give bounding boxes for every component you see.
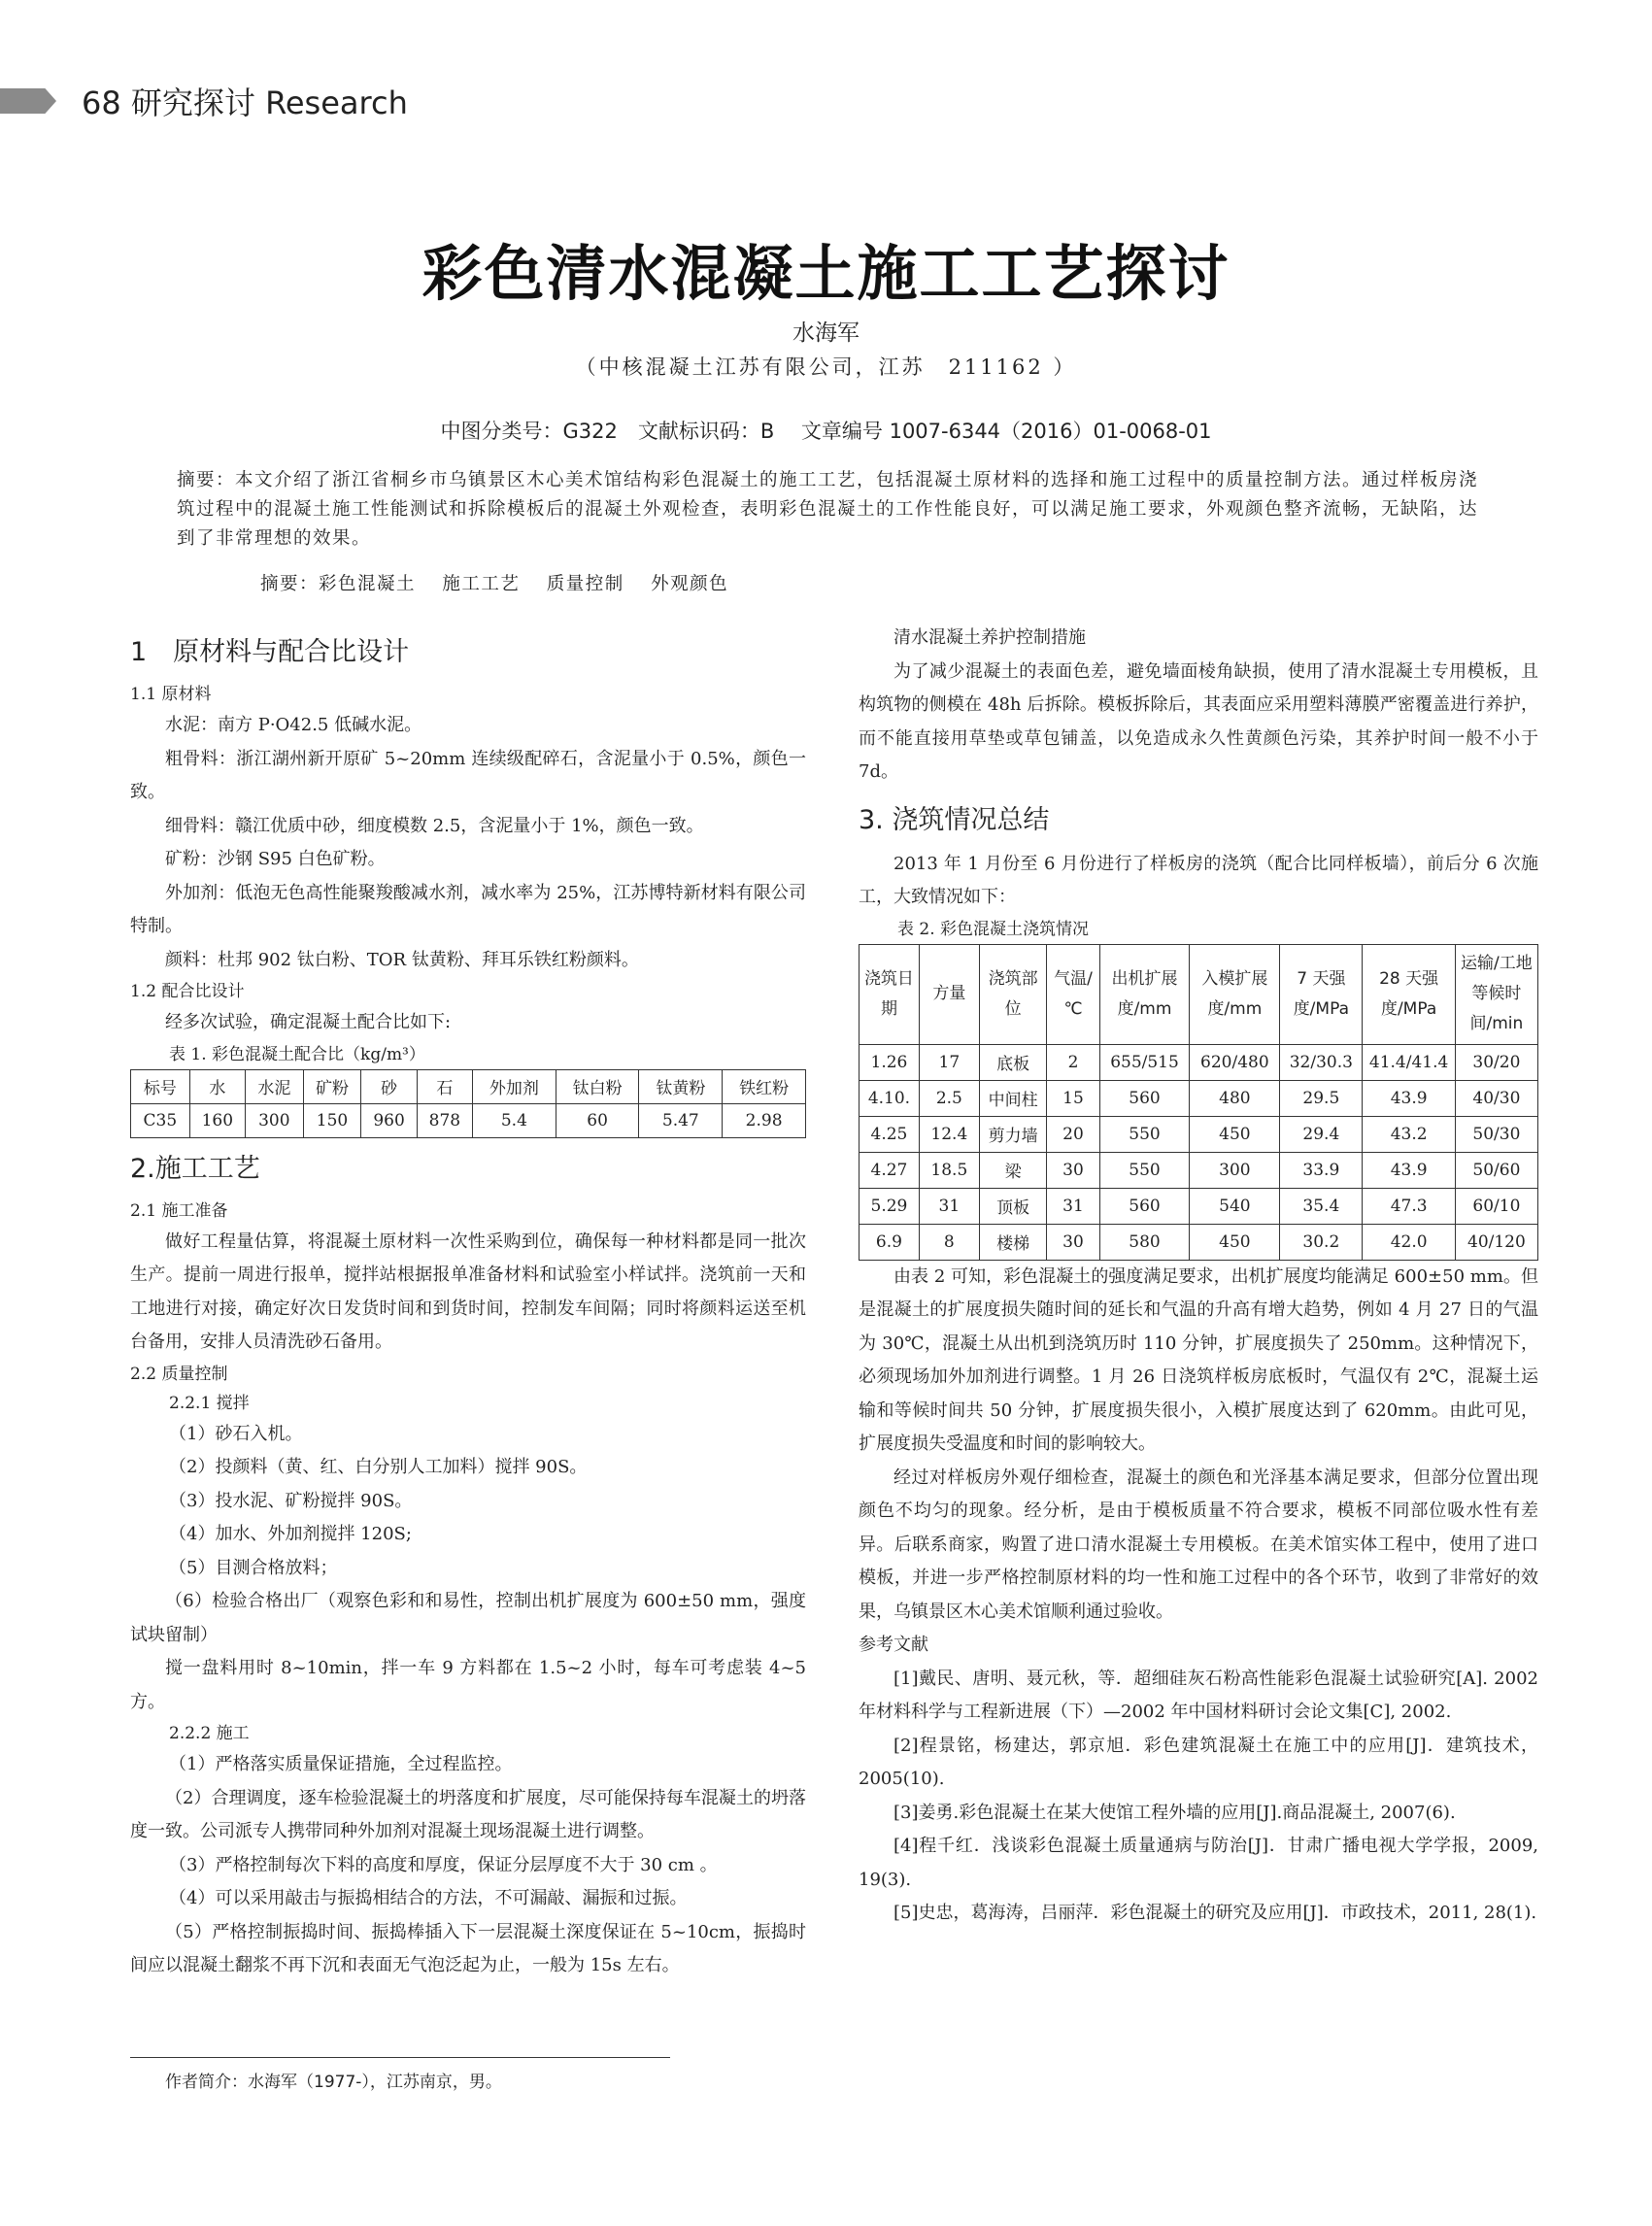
table-row [860,1152,1538,1188]
table-cell: 29.4 [1280,1116,1363,1152]
table-cell: 33.9 [1280,1152,1363,1188]
footnote-divider [130,2057,670,2058]
table-cell: 50/30 [1455,1116,1537,1152]
table-cell: 顶板 [979,1188,1047,1224]
reference-item: [5]史忠，葛海涛，吕丽萍．彩色混凝土的研究及应用[J]．市政技术，2011, 28(1). [893,1903,1537,1923]
table-cell: 外加剂 [473,1069,556,1103]
table-cell: 29.5 [1280,1080,1363,1116]
right-column [859,622,1538,1931]
para-coarse-aggregate: 粗骨料：浙江湖州新开原矿 5~20mm 连续级配碎石，含泥量小于 0.5%，颜色一致。 [130,748,806,802]
table-cell: 31 [1047,1188,1099,1224]
table-cell: 150 [303,1103,361,1137]
table-cell: 878 [417,1103,472,1137]
table-1 [130,1069,806,1138]
para-mix-time: 搅一盘料用时 8~10min，拌一车 9 方料都在 1.5~2 小时，每车可考虑装 4~5 方。 [130,1658,806,1712]
left-column [130,622,806,1983]
para-analysis-2: 经过对样板房外观仔细检查，混凝土的颜色和光泽基本满足要求，但部分位置出现颜色不均匀的现象。经分析，是由于模板质量不符合要求，模板不同部位吸水性有差异。后联系商家，购置了进口清水混凝土专用模板。在美术馆实体工程中，使用了进口模板，并进一步严格控制原材料的均一性和施工过程中的各个环节，收到了非常好的效果，乌镇景区木心美术馆顺利通过验收。 [859,1467,1538,1622]
para-section-3: 2013 年 1 月份至 6 月份进行了样板房的浇筑（配合比同样板墙），前后分 6 次施工，大致情况如下： [859,853,1538,907]
table-cell: 60/10 [1455,1188,1537,1224]
table-cell: 450 [1190,1116,1280,1152]
table-cell: 2.5 [919,1080,979,1116]
para-analysis-1: 由表 2 可知，彩色混凝土的强度满足要求，出机扩展度均能满足 600±50 mm。但是混凝土的扩展度损失随时间的延长和气温的升高有增大趋势，例如 4 月 27 日的气温为 30℃，混凝土从出机到浇筑历时 110 分钟，扩展度损失了 250mm。这种情况下，必须现场加外加剂进行调整。1 月 26 日浇筑样板房底板时，气温仅有 2℃，混凝土运输和等候时间共 50 分钟，扩展度损失很小，入模扩展度达到了 620mm。由此可见，扩展度损失受温度和时间的影响较大。 [859,1265,1538,1454]
section-2-1-heading: 2.1 施工准备 [130,1200,228,1221]
table-cell: 450 [1190,1224,1280,1260]
table-row [860,1116,1538,1152]
table-cell: 620/480 [1190,1044,1280,1080]
table-cell: 43.9 [1363,1152,1455,1188]
section-3-heading: 3. 浇筑情况总结 [859,804,1050,835]
author-footnote: 作者简介：水海军（1977-），江苏南京，男。 [165,2073,502,2092]
reference-item: [1]戴民、唐明、聂元秋，等．超细硅灰石粉高性能彩色混凝土试验研究[A]. 2002 年材料科学与工程新进展（下）—2002 年中国材料研讨会论文集[C], 2002. [859,1668,1538,1722]
table-cell: 水泥 [246,1069,304,1103]
header-text: 68 研究探讨 Research [82,84,408,121]
table-cell: 480 [1190,1080,1280,1116]
table-cell: 30 [1047,1152,1099,1188]
paper-title: 彩色清水混凝土施工工艺探讨 [421,238,1231,309]
para-fine-aggregate: 细骨料：赣江优质中砂，细度模数 2.5，含泥量小于 1%，颜色一致。 [165,815,704,836]
table-cell: 28 天强度/MPa [1363,944,1455,1044]
table-cell: 50/60 [1455,1152,1537,1188]
section-2-heading: 2.施工工艺 [130,1153,260,1184]
table-row [860,1188,1538,1224]
table-cell: C35 [131,1103,190,1137]
section-2-2-2-heading: 2.2.2 施工 [169,1724,250,1743]
para-admixture: 外加剂：低泡无色高性能聚羧酸减水剂，减水率为 25%，江苏博特新材料有限公司特制。 [130,882,806,936]
table-row [860,1080,1538,1116]
table-cell: 楼梯 [979,1224,1047,1260]
list-item: （1）严格落实质量保证措施，全过程监控。 [169,1754,513,1774]
table-cell: 矿粉 [303,1069,361,1103]
table-cell: 5.29 [860,1188,920,1224]
para-preparation: 做好工程量估算，将混凝土原材料一次性采购到位，确保每一种材料都是同一批次生产。提前一周进行报单，搅拌站根据报单准备材料和试验室小样试拌。浇筑前一天和工地进行对接，确定好次日发货时间和到货时间，控制发车间隔；同时将颜料运送至机台备用，安排人员清洗砂石备用。 [130,1231,806,1352]
table-cell: 浇筑日期 [860,944,920,1044]
table-cell: 560 [1099,1080,1190,1116]
table-cell: 580 [1099,1224,1190,1260]
list-item: （6）检验合格出厂（观察色彩和和易性，控制出机扩展度为 600±50 mm，强度试块留制） [130,1591,806,1645]
section-2-2-1-heading: 2.2.1 搅拌 [169,1393,250,1413]
affiliation: （中核混凝土江苏有限公司，江苏 211162 ） [575,355,1077,379]
table-header-row [860,944,1538,1044]
para-mix: 经多次试验，确定混凝土配合比如下: [165,1012,452,1032]
list-item: （2）合理调度，逐车检验混凝土的坍落度和扩展度，尽可能保持每车混凝土的坍落度一致。公司派专人携带同种外加剂对混凝土现场混凝土进行调整。 [130,1787,806,1841]
table-cell: 43.2 [1363,1116,1455,1152]
list-item: （2）投颜料（黄、红、白分别人工加料）搅拌 90S。 [169,1457,588,1477]
abstract-text: 摘要：本文介绍了浙江省桐乡市乌镇景区木心美术馆结构彩色混凝土的施工工艺，包括混凝土原材料的选择和施工过程中的质量控制方法。通过样板房浇筑过程中的混凝土施工性能测试和拆除模板后的混凝土外观检查，表明彩色混凝土的工作性能良好，可以满足施工要求，外观颜色整齐流畅，无缺陷，达到了非常理想的效果。 [177,470,1479,549]
table-cell: 30/20 [1455,1044,1537,1080]
keywords: 摘要：彩色混凝土 施工工艺 质量控制 外观颜色 [260,574,729,594]
table-cell: 2 [1047,1044,1099,1080]
table-cell: 550 [1099,1116,1190,1152]
section-2-2-heading: 2.2 质量控制 [130,1364,228,1384]
table-cell: 540 [1190,1188,1280,1224]
table-cell: 47.3 [1363,1188,1455,1224]
table-cell: 1.26 [860,1044,920,1080]
table-row [860,1044,1538,1080]
table-cell: 31 [919,1188,979,1224]
table-cell: 运输/工地等候时间/min [1455,944,1537,1044]
list-item: （3）投水泥、矿粉搅拌 90S。 [169,1490,413,1511]
table-cell: 560 [1099,1188,1190,1224]
list-item: （5）目测合格放料； [169,1557,338,1578]
page-header [0,74,874,128]
table-header-row [131,1069,806,1103]
table-cell: 160 [189,1103,245,1137]
list-item: （4）加水、外加剂搅拌 120S; [169,1524,412,1544]
table-cell: 钛黄粉 [639,1069,723,1103]
table-row [131,1103,806,1137]
table-cell: 4.27 [860,1152,920,1188]
table-cell: 41.4/41.4 [1363,1044,1455,1080]
table-cell: 300 [246,1103,304,1137]
table-cell: 18.5 [919,1152,979,1188]
table-cell: 2.98 [723,1103,806,1137]
references-heading: 参考文献 [859,1635,928,1655]
table-cell: 铁红粉 [723,1069,806,1103]
section-1-1-heading: 1.1 原材料 [130,685,212,704]
table-cell: 砂 [361,1069,417,1103]
table-cell: 655/515 [1099,1044,1190,1080]
list-item: （4）可以采用敲击与振捣相结合的方法，不可漏敲、漏振和过振。 [169,1888,688,1908]
table-cell: 40/120 [1455,1224,1537,1260]
table-cell: 剪力墙 [979,1116,1047,1152]
table-cell: 4.25 [860,1116,920,1152]
table-cell: 300 [1190,1152,1280,1188]
table-cell: 17 [919,1044,979,1080]
table-cell: 4.10. [860,1080,920,1116]
table-cell: 5.4 [473,1103,556,1137]
para-curing: 为了减少混凝土的表面色差，避免墙面棱角缺损，使用了清水混凝土专用模板，且构筑物的侧模在 48h 后拆除。模板拆除后，其表面应采用塑料薄膜严密覆盖进行养护，而不能直接用草垫或草包铺盖，以免造成永久性黄颜色污染，其养护时间一般不小于 7d。 [859,660,1538,782]
table-cell: 35.4 [1280,1188,1363,1224]
list-item: （1）砂石入机。 [169,1423,303,1444]
table-cell: 底板 [979,1044,1047,1080]
table-cell: 12.4 [919,1116,979,1152]
table-cell: 30 [1047,1224,1099,1260]
table-cell: 方量 [919,944,979,1044]
table-cell: 43.9 [1363,1080,1455,1116]
table-cell: 水 [189,1069,245,1103]
table-cell: 出机扩展度/mm [1099,944,1190,1044]
table-cell: 60 [556,1103,639,1137]
table-cell: 20 [1047,1116,1099,1152]
table-1-caption: 表 1. 彩色混凝土配合比（kg/m³） [169,1044,425,1064]
curing-title: 清水混凝土养护控制措施 [893,627,1086,648]
table-cell: 960 [361,1103,417,1137]
table-cell: 标号 [131,1069,190,1103]
table-cell: 钛白粉 [556,1069,639,1103]
table-cell: 42.0 [1363,1224,1455,1260]
list-item: （5）严格控制振捣时间、振捣棒插入下一层混凝土深度保证在 5~10cm，振捣时间应以混凝土翻浆不再下沉和表面无气泡泛起为止，一般为 15s 左右。 [130,1921,806,1975]
table-row [860,1224,1538,1260]
table-cell: 石 [417,1069,472,1103]
table-cell: 40/30 [1455,1080,1537,1116]
para-slag: 矿粉：沙钢 S95 白色矿粉。 [165,849,386,869]
table-cell: 550 [1099,1152,1190,1188]
table-cell: 15 [1047,1080,1099,1116]
table-cell: 梁 [979,1152,1047,1188]
header-arrow-icon [0,88,56,114]
para-pigment: 颜料：杜邦 902 钛白粉、TOR 钛黄粉、拜耳乐铁红粉颜料。 [165,949,639,970]
classification-line: 中图分类号：G322 文献标识码：B 文章编号 1007-6344（2016）01-0068-01 [440,420,1212,443]
table-cell: 气温/℃ [1047,944,1099,1044]
list-item: （3）严格控制每次下料的高度和厚度，保证分层厚度不大于 30 cm 。 [169,1854,718,1875]
table-cell: 30.2 [1280,1224,1363,1260]
reference-item: [4]程千红．浅谈彩色混凝土质量通病与防治[J]．甘肃广播电视大学学报，2009, 19(3). [859,1836,1538,1890]
table-cell: 中间柱 [979,1080,1047,1116]
table-2-caption: 表 2. 彩色混凝土浇筑情况 [897,919,1090,939]
table-cell: 8 [919,1224,979,1260]
table-cell: 6.9 [860,1224,920,1260]
abstract [177,466,1478,554]
table-cell: 5.47 [639,1103,723,1137]
table-cell: 7 天强度/MPa [1280,944,1363,1044]
author: 水海军 [792,320,860,346]
para-cement: 水泥：南方 P·O42.5 低碱水泥。 [165,715,422,735]
section-1-heading: 1 原材料与配合比设计 [130,637,410,667]
table-cell: 入模扩展度/mm [1190,944,1280,1044]
reference-item: [2]程景铭，杨建达，郭京旭．彩色建筑混凝土在施工中的应用[J]．建筑技术，2005(10). [859,1735,1538,1789]
table-cell: 浇筑部位 [979,944,1047,1044]
table-2 [859,944,1538,1261]
reference-item: [3]姜勇.彩色混凝土在某大使馆工程外墙的应用[J].商品混凝土, 2007(6). [893,1802,1456,1823]
table-cell: 32/30.3 [1280,1044,1363,1080]
section-1-2-heading: 1.2 配合比设计 [130,982,245,1001]
